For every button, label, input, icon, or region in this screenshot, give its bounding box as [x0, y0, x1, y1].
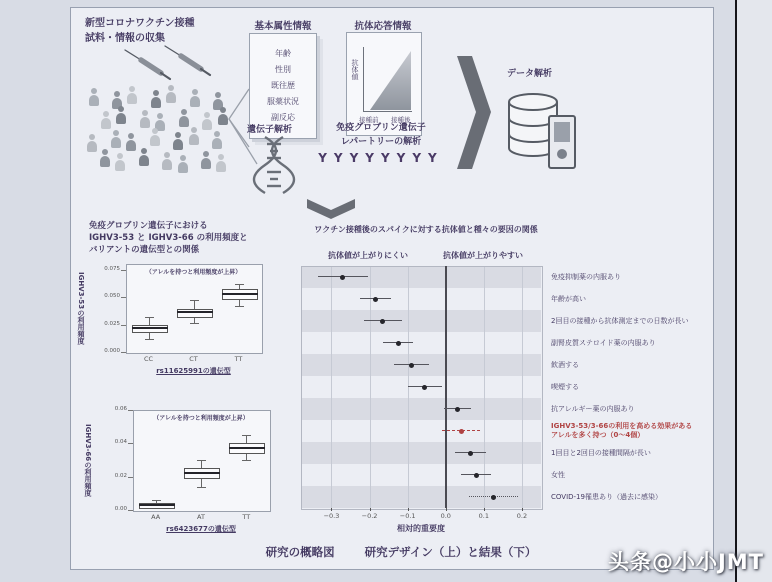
caption-part2: 研究デザイン（上）と結果（下） [364, 545, 537, 559]
point-estimate [422, 385, 427, 390]
x-tick-label: AT [197, 513, 205, 521]
y-tick-label: 0.04 [114, 439, 127, 446]
forest-row-label: COVID-19罹患あり（過去に感染） [551, 492, 662, 501]
boxplot-frame [133, 410, 271, 512]
y-tick-label: 0.050 [104, 293, 120, 299]
person-icon [127, 86, 137, 104]
repertoire-label [311, 121, 451, 149]
forest-header-left: 抗体値が上がりにくい [328, 251, 408, 260]
x-tick-label: 0.0 [440, 512, 451, 520]
person-icon [126, 133, 136, 151]
whisker-cap [197, 460, 206, 461]
gene-analysis-label: 遺伝子解析 [247, 125, 293, 135]
antibody-info-title: 抗体応答情報 [354, 21, 412, 32]
y-tick-label: 0.06 [114, 406, 127, 412]
x-tick-mark [484, 508, 485, 511]
x-tick-label: −0.2 [361, 512, 378, 520]
person-icon [178, 155, 188, 173]
collection-label-line1: 新型コロナワクチン接種 [85, 18, 195, 29]
y-tick-mark [128, 510, 133, 511]
down-arrow-icon [307, 199, 355, 219]
right-margin-strip [737, 0, 772, 582]
x-tick-label: −0.3 [323, 512, 340, 520]
forest-header-right: 抗体値が上がりやすい [443, 251, 523, 260]
box-median [132, 327, 168, 329]
whisker-cap [145, 339, 154, 340]
x-tick-label: −0.1 [399, 512, 416, 520]
box-median [139, 504, 175, 506]
point-estimate [396, 341, 401, 346]
whisker-cap [197, 487, 206, 488]
person-icon [100, 149, 110, 167]
y-tick-mark [128, 477, 133, 478]
forest-row-label: 年齢が高い [551, 294, 586, 303]
whisker-cap [235, 306, 244, 307]
box-median [177, 311, 213, 313]
basic-info-item: 服薬状況 [267, 97, 299, 106]
forest-row-label: 喫煙する [551, 382, 579, 391]
box-median [229, 447, 265, 449]
y-tick-label: 0.075 [104, 265, 120, 272]
y-tick-mark [128, 443, 133, 444]
point-estimate [373, 297, 378, 302]
forest-row-label: 2回目の接種から抗体測定までの日数が長い [551, 316, 689, 325]
person-icon [139, 148, 149, 166]
point-estimate [455, 407, 460, 412]
person-icon [150, 128, 160, 146]
forest-xlabel: 相対的重要度 [397, 524, 445, 533]
person-icon [140, 110, 150, 128]
whisker-cap [242, 435, 251, 436]
person-icon [89, 88, 99, 106]
x-tick-mark [446, 508, 447, 511]
forest-row-label: 飲酒する [551, 360, 579, 369]
y-tick-mark [121, 325, 126, 326]
box-iqr [132, 325, 168, 334]
person-icon [179, 109, 189, 127]
whisker-cap [235, 284, 244, 285]
y-tick-label: 0.000 [104, 348, 120, 354]
point-estimate [468, 451, 473, 456]
watermark: 头条@小小JMT [607, 550, 764, 574]
antibody-chart-ylabel: 抗体値 [351, 59, 359, 80]
basic-info-item: 既往歴 [271, 81, 295, 90]
right-results-header: ワクチン接種後のスパイクに対する抗体値と種々の要因の関係 [314, 225, 538, 234]
forest-row-label: IGHV3-53/3-66の利用を高める効果があるアレルを多く持つ（0〜4個） [551, 422, 693, 439]
left-header-line1: 免疫グロブリン遺伝子における [89, 221, 208, 231]
forest-plot [296, 248, 706, 538]
whisker-cap [242, 460, 251, 461]
y-tick-label: 0.00 [114, 506, 127, 512]
x-tick-label: TT [242, 513, 251, 521]
basic-info-item: 年齢 [275, 49, 291, 58]
x-tick-label: CC [143, 355, 154, 363]
left-results-header [89, 220, 299, 256]
boxplot-ighv3-66 [84, 398, 298, 538]
person-icon [101, 111, 111, 129]
point-estimate [459, 429, 464, 434]
x-tick-label: 0.2 [516, 512, 528, 520]
y-tick-label: 0.025 [104, 320, 120, 327]
y-tick-mark [121, 297, 126, 298]
boxplot-xlabel: rs6423677の遺伝型 [166, 525, 236, 533]
point-estimate [340, 275, 345, 280]
x-tick-mark [408, 508, 409, 511]
whisker-cap [190, 300, 199, 301]
point-estimate [491, 495, 496, 500]
basic-info-item: 性別 [275, 65, 291, 74]
left-header-line3: バリアントの遺伝型との関係 [89, 245, 200, 255]
person-icon [87, 134, 97, 152]
repertoire-label-line1: 免疫グロブリン遺伝子 [336, 123, 426, 133]
forest-row-label: 抗アレルギー薬の内服あり [551, 404, 635, 413]
database-computer-icon [501, 88, 581, 173]
box-iqr [177, 309, 213, 318]
data-analysis-label: データ解析 [507, 69, 553, 79]
x-tick-label: CT [189, 355, 198, 363]
repertoire-label-line2: レパートリーの解析 [340, 137, 422, 147]
person-icon [173, 132, 183, 150]
right-arrow-icon [457, 56, 491, 169]
whisker-cap [152, 500, 161, 501]
boxplot-ighv3-53 [77, 254, 291, 389]
antibody-chart-x2: 接種後 [391, 116, 411, 124]
x-tick-mark [331, 508, 332, 511]
forest-row-label: 副腎皮質ステロイド薬の内服あり [551, 338, 656, 347]
y-tick-mark [128, 410, 133, 411]
box-median [222, 293, 258, 295]
left-header-line2: IGHV3-53 と IGHV3-66 の利用頻度と [89, 233, 248, 243]
right-border-line [735, 0, 737, 582]
x-tick-mark [522, 508, 523, 511]
boxplot-title: （アレルを持つと利用頻度が上昇） [153, 415, 249, 422]
person-icon [162, 152, 172, 170]
boxplot-ylabel: IGHV3-66の利用頻度 [84, 423, 92, 497]
collection-label [85, 16, 195, 46]
person-icon [189, 127, 199, 145]
antibody-chart-axes [363, 47, 412, 112]
antibody-chart-x1: 接種前 [359, 116, 379, 124]
zero-line [445, 266, 447, 508]
boxplot-title: （アレルを持つと利用頻度が上昇） [145, 269, 242, 276]
y-tick-label: 0.02 [114, 472, 127, 479]
person-icon [202, 112, 212, 130]
whisker-cap [145, 317, 154, 318]
box-median [184, 472, 220, 474]
dna-helix-icon [247, 135, 299, 195]
figure-caption [191, 544, 611, 560]
person-icon [166, 85, 176, 103]
x-tick-mark [370, 508, 371, 511]
y-tick-mark [121, 352, 126, 353]
boxplot-xlabel: rs11625991の遺伝型 [156, 367, 231, 375]
y-tick-mark [121, 270, 126, 271]
caption-part1: 研究の概略図 [265, 545, 335, 559]
whisker-cap [190, 323, 199, 324]
person-icon [111, 130, 121, 148]
x-tick-label: 0.1 [478, 512, 490, 520]
x-tick-label: AA [151, 513, 161, 521]
antibody-y-icons: YYYYYYYY [318, 151, 444, 165]
forest-row-label: 女性 [551, 470, 565, 479]
antibody-rise-curve [370, 51, 411, 110]
point-estimate [474, 473, 479, 478]
point-estimate [409, 363, 414, 368]
person-icon [116, 106, 126, 124]
collection-label-line2: 試料・情報の収集 [85, 33, 165, 44]
figure-panel [70, 7, 714, 570]
person-icon [151, 90, 161, 108]
person-icon [190, 89, 200, 107]
box-iqr [222, 289, 258, 300]
forest-row-label: 1回目と2回目の接種間隔が長い [551, 448, 651, 457]
person-icon [115, 153, 125, 171]
forest-row-label: 免疫抑制薬の内服あり [551, 272, 621, 281]
basic-info-title: 基本属性情報 [254, 21, 312, 32]
point-estimate [380, 319, 385, 324]
boxplot-ylabel: IGHV3-53の利用頻度 [77, 271, 85, 345]
x-tick-label: TT [234, 355, 243, 363]
basic-info-item: 副反応 [271, 113, 295, 122]
crowd-of-people-icon [89, 82, 241, 178]
person-icon [201, 151, 211, 169]
